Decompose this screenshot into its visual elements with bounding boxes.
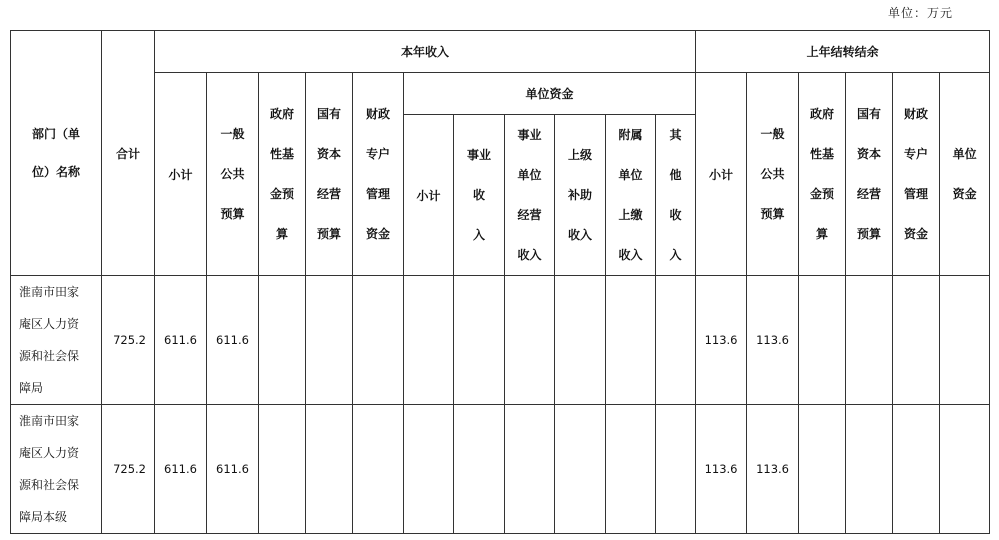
dept-name-cell: 淮南市田家 庵区人力资 源和社会保 障局本级 (11, 405, 102, 534)
carry-unit-funds-cell (940, 405, 990, 534)
other-income-cell (656, 405, 696, 534)
carry-fiscal-special-cell (893, 405, 940, 534)
header-current-income: 本年收入 (155, 31, 696, 73)
table-row (11, 405, 990, 534)
unit-label: 单位：万元 (887, 6, 953, 20)
header-subtotal: 小计 (155, 73, 207, 276)
header-business-operating: 事业 单位 经营 收入 (505, 115, 555, 276)
carry-fiscal-special-cell (893, 276, 940, 405)
total-cell: 725.2 (102, 405, 155, 534)
header-unit-subtotal: 小计 (404, 115, 454, 276)
header-carry-general-budget: 一般 公共 预算 (747, 73, 799, 276)
fiscal-special-cell (353, 276, 404, 405)
budget-table (10, 30, 990, 534)
gov-fund-cell (259, 276, 306, 405)
header-carry-state-capital: 国有 资本 经营 预算 (846, 73, 893, 276)
subtotal-cell: 611.6 (155, 276, 207, 405)
header-state-capital: 国有 资本 经营 预算 (306, 73, 353, 276)
header-carry-gov-fund: 政府 性基 金预 算 (799, 73, 846, 276)
carry-state-capital-cell (846, 276, 893, 405)
dept-name-cell: 淮南市田家 庵区人力资 源和社会保 障局 (11, 276, 102, 405)
carry-general-budget-cell: 113.6 (747, 405, 799, 534)
subtotal-cell: 611.6 (155, 405, 207, 534)
superior-subsidy-cell (555, 405, 606, 534)
carry-general-budget-cell: 113.6 (747, 276, 799, 405)
header-carry-subtotal: 小计 (696, 73, 747, 276)
business-operating-cell (505, 405, 555, 534)
carry-gov-fund-cell (799, 276, 846, 405)
business-income-cell (454, 405, 505, 534)
header-affiliated-remit: 附属 单位 上缴 收入 (606, 115, 656, 276)
affiliated-remit-cell (606, 405, 656, 534)
superior-subsidy-cell (555, 276, 606, 405)
unit-subtotal-cell (404, 405, 454, 534)
affiliated-remit-cell (606, 276, 656, 405)
other-income-cell (656, 276, 696, 405)
header-carryover: 上年结转结余 (696, 31, 990, 73)
header-general-budget: 一般 公共 预算 (207, 73, 259, 276)
general-budget-cell: 611.6 (207, 276, 259, 405)
header-fiscal-special: 财政 专户 管理 资金 (353, 73, 404, 276)
header-carry-fiscal-special: 财政 专户 管理 资金 (893, 73, 940, 276)
carry-subtotal-cell: 113.6 (696, 276, 747, 405)
header-total: 合计 (102, 31, 155, 276)
header-business-income: 事业 收 入 (454, 115, 505, 276)
header-superior-subsidy: 上级 补助 收入 (555, 115, 606, 276)
header-gov-fund: 政府 性基 金预 算 (259, 73, 306, 276)
fiscal-special-cell (353, 405, 404, 534)
table-row (11, 276, 990, 405)
business-operating-cell (505, 276, 555, 405)
carry-gov-fund-cell (799, 405, 846, 534)
gov-fund-cell (259, 405, 306, 534)
total-cell: 725.2 (102, 276, 155, 405)
carry-unit-funds-cell (940, 276, 990, 405)
unit-subtotal-cell (404, 276, 454, 405)
header-dept-name: 部门（单 位）名称 (11, 31, 102, 276)
state-capital-cell (306, 405, 353, 534)
carry-subtotal-cell: 113.6 (696, 405, 747, 534)
header-unit-funds: 单位资金 (404, 73, 696, 115)
header-other-income: 其 他 收 入 (656, 115, 696, 276)
state-capital-cell (306, 276, 353, 405)
business-income-cell (454, 276, 505, 405)
carry-state-capital-cell (846, 405, 893, 534)
general-budget-cell: 611.6 (207, 405, 259, 534)
header-carry-unit-funds: 单位 资金 (940, 73, 990, 276)
